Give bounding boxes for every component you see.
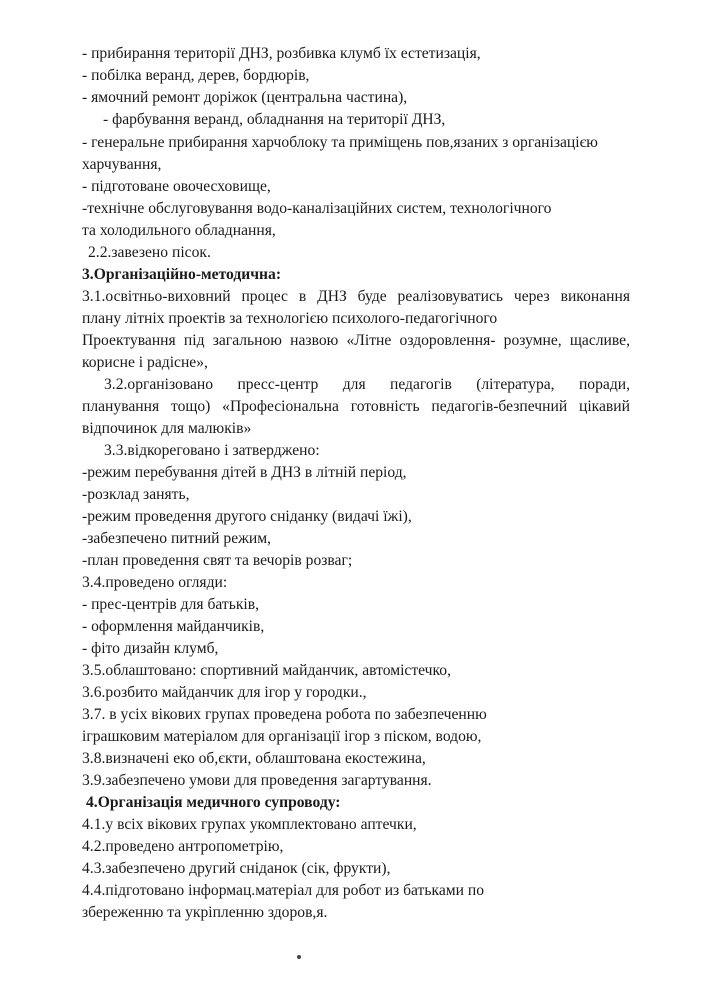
section-heading: 4.Організація медичного супроводу: (86, 794, 341, 811)
text-line: 4.1.у всіх вікових групах укомплектовано аптечки, (82, 816, 417, 833)
text-line: харчування, (82, 156, 162, 173)
text-line: 4.2.проведено антропометрію, (82, 838, 284, 855)
text-line: відпочинок для малюків» (82, 420, 252, 437)
text-line: 2.2.завезено пісок. (88, 244, 211, 261)
text-line: іграшковим матеріалом для організації ігор з піском, водою, (82, 728, 482, 745)
text-line: -забезпечено питний режим, (82, 530, 271, 547)
text-line: -план проведення свят та вечорів розваг; (82, 552, 353, 569)
text-line: - прибирання території ДНЗ, розбивка клумб їх естетизація, (82, 45, 481, 62)
text-line: - прес-центрів для батьків, (82, 596, 259, 613)
text-line: 3.4.проведено огляди: (82, 574, 228, 591)
text-line: - ямочний ремонт доріжок (центральна частина), (82, 89, 408, 106)
text-line: 3.6.розбито майданчик для ігор у городки., (82, 684, 367, 701)
scan-dot (297, 955, 301, 959)
text-line: 3.2.організовано пресс-центр для педагогів (література, поради, (104, 376, 630, 393)
text-line: -технічне обслуговування водо-каналізаційних систем, технологічного (82, 200, 552, 217)
text-line: - оформлення майданчиків, (82, 618, 265, 635)
text-line: -режим перебування дітей в ДНЗ в літній період, (82, 464, 407, 481)
text-line: Проектування під загальною назвою «Літне оздоровлення- розумне, щасливе, (82, 332, 630, 349)
text-line: 4.4.підготовано інформац.матеріал для робот из батьками по (82, 882, 484, 899)
text-line: - підготоване овочесховище, (82, 178, 271, 195)
text-line: - фіто дизайн клумб, (82, 640, 219, 657)
text-line: - побілка веранд, дерев, бордюрів, (82, 67, 310, 84)
text-line: та холодильного обладнання, (82, 222, 276, 239)
text-line: 3.3.відкореговано і затверджено: (104, 442, 320, 459)
text-line: -режим проведення другого сніданку (видачі їжі), (82, 508, 412, 525)
text-line: планування тощо) «Професіональна готовність педагогів-безпечний цікавий (82, 398, 630, 415)
text-line: -розклад занять, (82, 486, 190, 503)
text-line: корисне і радісне», (82, 354, 208, 371)
section-heading: 3.Організаційно-методична: (82, 266, 282, 283)
text-line: 3.8.визначені еко об,єкти, облаштована екостежина, (82, 750, 426, 767)
text-line: 4.3.забезпечено другий сніданок (сік, фрукти), (82, 860, 391, 877)
text-line: 3.9.забезпечено умови для проведення загартування. (82, 772, 432, 789)
text-line: 3.5.облаштовано: спортивний майданчик, автомістечко, (82, 662, 451, 679)
text-line: - фарбування веранд, обладнання на території ДНЗ, (103, 111, 446, 128)
text-line: 3.7. в усіх вікових групах проведена робота по забезпеченню (82, 706, 487, 723)
text-line: збереженню та укріпленню здоров,я. (82, 904, 328, 921)
text-line: - генеральне прибирання харчоблоку та приміщень пов,язаних з організацією (82, 134, 598, 151)
text-line: 3.1.освітньо-виховний процес в ДНЗ буде реалізовуватись через виконання (82, 288, 630, 305)
text-line: плану літніх проектів за технологією психолого-педагогічного (82, 310, 498, 327)
